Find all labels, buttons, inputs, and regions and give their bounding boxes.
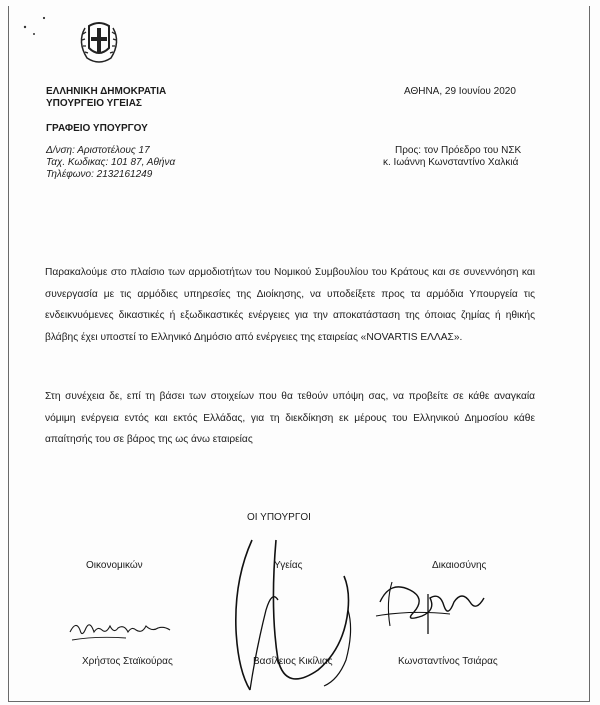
recipient-line-2: κ. Ιωάννη Κωνσταντίνο Χαλκιά <box>383 157 519 168</box>
signature-kikilias <box>226 520 366 700</box>
body-paragraph-2: Στη συνέχεια δε, επί τη βάσει των στοιχείων που θα τεθούν υπόψη σας, να προβείτε σε κάθε αναγκαία νόμιμη ενέργεια εντός και εκτός Ελλάδας, για τη διεκδίκηση εκ μέρους του Ελληνικού Δημοσίου κάθε απαίτησής του σε βάρος της ως άνω εταιρείας <box>45 391 535 446</box>
recipient-line-1: Προς: τον Πρόεδρο του ΝΣΚ <box>395 145 522 156</box>
page-border-left <box>8 6 9 702</box>
signature-staikouras <box>66 612 176 646</box>
signatures-heading: ΟΙ ΥΠΟΥΡΓΟΙ <box>247 512 311 523</box>
republic-title: ΕΛΛΗΝΙΚΗ ΔΗΜΟΚΡΑΤΙΑ <box>46 86 167 97</box>
scan-specks <box>20 12 60 42</box>
minister-3-name: Κωνσταντίνος Τσιάρας <box>398 656 498 667</box>
phone-line: Τηλέφωνο: 2132161249 <box>46 169 153 180</box>
page-border-bottom <box>8 701 590 702</box>
letter-body <box>45 262 535 348</box>
letter-body-continued <box>45 386 535 451</box>
greek-coat-of-arms-icon <box>75 18 123 66</box>
body-paragraph-1: Παρακαλούμε στο πλαίσιο των αρμοδιοτήτων του Νομικού Συμβουλίου του Κράτους και σε συνεννόηση και συνεργασία με τις αρμόδιες υπηρεσίες της Διοίκησης, να υποδείξετε προς τα αρμόδια Υπουργεία τις ενδεικνυόμενες δικαστικές ή εξωδικαστικές ενέργειες για την αποκατάσταση της όποιας ζημίας ή ηθικής βλάβης έχει υποστεί το Ελληνικό Δημόσιο από ενέργειες της εταιρείας «NOVARTIS ΕΛΛΑΣ». <box>45 267 535 343</box>
office-title: ΓΡΑΦΕΙΟ ΥΠΟΥΡΓΟΥ <box>46 123 148 134</box>
minister-2-name: Βασίλειος Κικίλιας <box>253 656 333 667</box>
minister-1-name: Χρήστος Σταϊκούρας <box>82 656 173 667</box>
minister-3-ministry: Δικαιοσύνης <box>432 560 487 571</box>
ministry-title: ΥΠΟΥΡΓΕΙΟ ΥΓΕΙΑΣ <box>46 98 142 109</box>
date-line: ΑΘΗΝΑ, 29 Ιουνίου 2020 <box>404 86 516 97</box>
minister-2-ministry: Υγείας <box>274 560 303 571</box>
minister-1-ministry: Οικονομικών <box>86 560 143 571</box>
signature-tsiaras <box>370 572 500 642</box>
postal-line: Ταχ. Κωδικας: 101 87, Αθήνα <box>46 157 176 168</box>
page-border-right <box>589 6 590 702</box>
address-line: Δ/νση: Αριστοτέλους 17 <box>46 145 150 156</box>
